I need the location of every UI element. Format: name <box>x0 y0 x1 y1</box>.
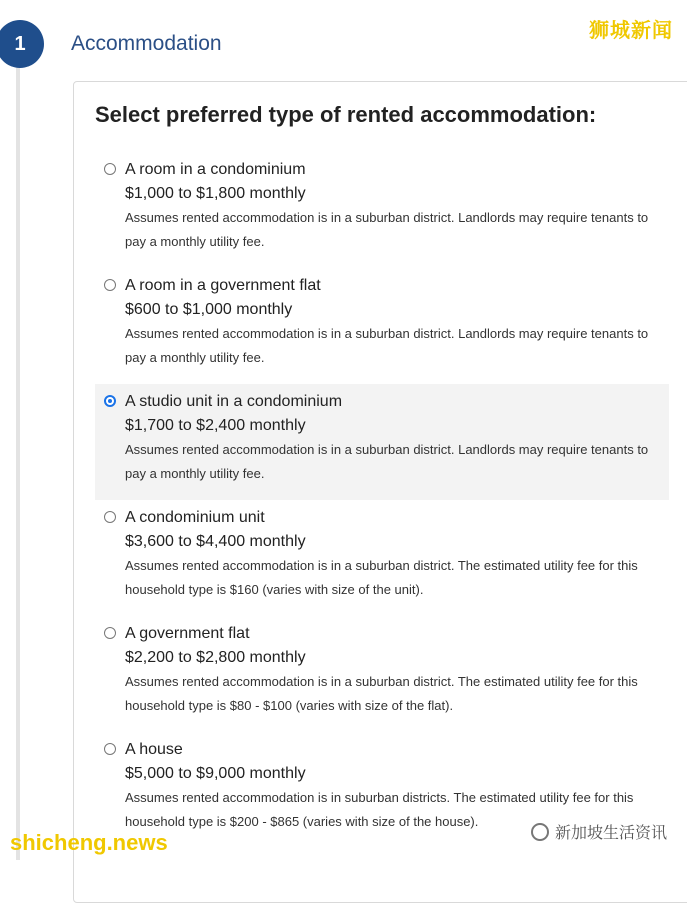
radio-button[interactable] <box>104 627 116 639</box>
option-description: Assumes rented accommodation is in a suburban district. Landlords may require tenants to pay a monthly utility fee. <box>125 210 649 249</box>
option-government-flat[interactable] <box>95 616 669 732</box>
option-description: Assumes rented accommodation is in a suburban district. Landlords may require tenants to pay a monthly utility fee. <box>125 326 649 365</box>
radio-button[interactable] <box>104 279 116 291</box>
option-description: Assumes rented accommodation is in suburban districts. The estimated utility fee for this household type is $200 - $865 (varies with size of the house). <box>125 790 634 829</box>
accommodation-card <box>73 81 687 903</box>
watermark-bottom-right-text: 新加坡生活资讯 <box>554 823 667 842</box>
option-title: A studio unit in a condominium <box>125 393 343 410</box>
option-condominium-unit[interactable] <box>95 500 669 616</box>
wechat-icon <box>531 823 549 841</box>
watermark-bottom-left: shicheng.news <box>10 830 168 855</box>
option-price: $5,000 to $9,000 monthly <box>125 765 306 782</box>
radio-button-selected[interactable] <box>104 395 116 407</box>
watermark-bottom-right <box>531 820 667 843</box>
option-title: A house <box>125 741 183 758</box>
option-title: A government flat <box>125 625 250 642</box>
radio-button[interactable] <box>104 163 116 175</box>
option-title: A condominium unit <box>125 509 265 526</box>
option-price: $3,600 to $4,400 monthly <box>125 533 306 550</box>
option-room-condominium[interactable] <box>95 152 669 268</box>
option-title: A room in a government flat <box>125 277 321 294</box>
option-title: A room in a condominium <box>125 161 306 178</box>
option-price: $600 to $1,000 monthly <box>125 301 293 318</box>
option-description: Assumes rented accommodation is in a suburban district. Landlords may require tenants to pay a monthly utility fee. <box>125 442 649 481</box>
option-price: $1,000 to $1,800 monthly <box>125 185 306 202</box>
step-title: Accommodation <box>71 32 222 55</box>
accommodation-options <box>95 152 669 848</box>
step-progress-rail <box>16 60 20 860</box>
option-studio-unit-condominium[interactable] <box>95 384 669 500</box>
option-description: Assumes rented accommodation is in a suburban district. The estimated utility fee for this household type is $80 - $100 (varies with size of the flat). <box>125 674 638 713</box>
watermark-top-right: 狮城新闻 <box>589 18 673 42</box>
option-price: $1,700 to $2,400 monthly <box>125 417 306 434</box>
option-description: Assumes rented accommodation is in a suburban district. The estimated utility fee for this household type is $160 (varies with size of the unit). <box>125 558 638 597</box>
option-room-government-flat[interactable] <box>95 268 669 384</box>
radio-button[interactable] <box>104 743 116 755</box>
step-number-badge: 1 <box>0 20 44 68</box>
radio-button[interactable] <box>104 511 116 523</box>
option-price: $2,200 to $2,800 monthly <box>125 649 306 666</box>
card-title: Select preferred type of rented accommodation: <box>95 102 597 127</box>
